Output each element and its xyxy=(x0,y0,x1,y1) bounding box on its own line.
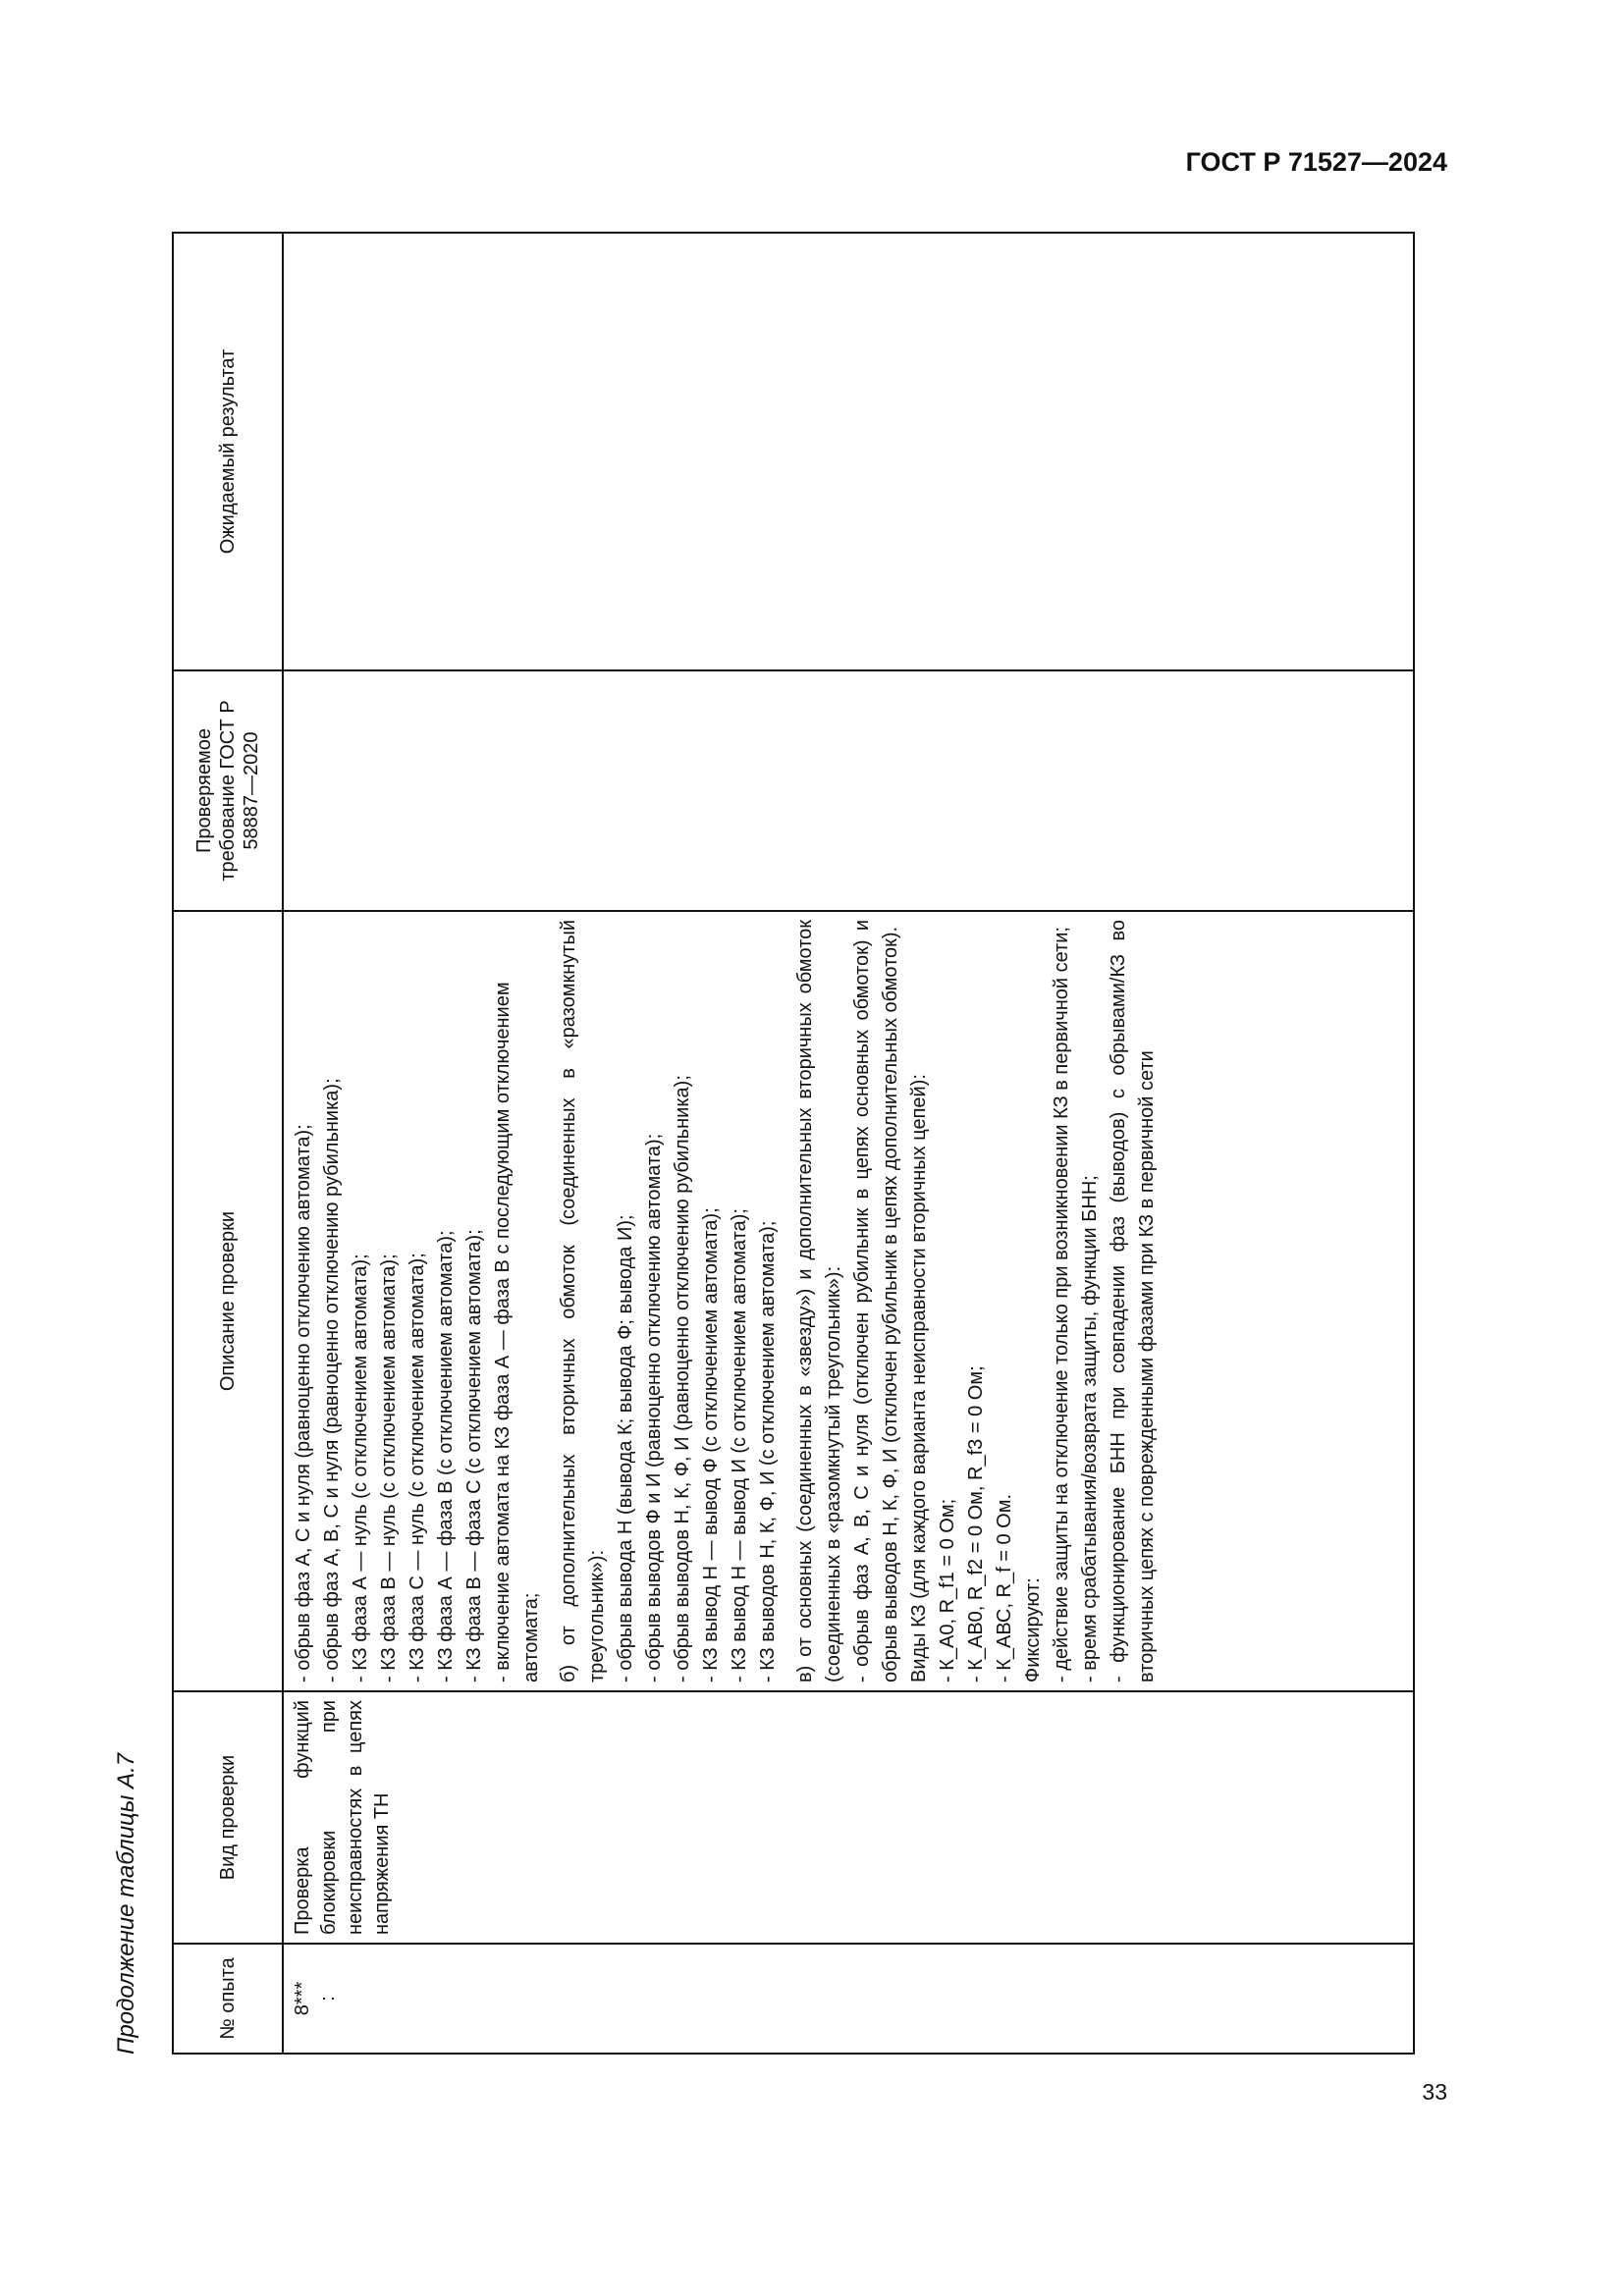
test-number: 8*** xyxy=(292,1981,313,2016)
cell-description xyxy=(283,911,1414,1691)
desc-line: - действие защиты на отключение только при возникновении КЗ в первичной сети; xyxy=(1051,927,1072,1682)
desc-line: - обрыв выводов Н, К, Ф, И (равноценно отключению рубильника); xyxy=(672,1075,693,1682)
cell-test-kind: Проверка функций блокировки при неисправностях в цепях напряжения ТН xyxy=(283,1691,1414,1944)
desc-line: - функционирование БНН при совпадении фаз (выводов) с обрывами/КЗ во вторичных цепях с поврежденными фазами при КЗ в первичной сети xyxy=(1108,920,1158,1682)
cell-test-number xyxy=(283,1944,1414,2054)
test-number-mark: : xyxy=(317,1996,339,2002)
desc-line: - КЗ фаза А — фаза В (с отключением автомата); xyxy=(435,1230,457,1682)
page-number: 33 xyxy=(1422,2079,1447,2105)
standard-code: ГОСТ Р 71527—2024 xyxy=(1185,147,1447,177)
cell-expected-result xyxy=(283,233,1414,670)
desc-line: в) от основных (соединенных в «звезду») и дополнительных вторичных обмоток (соединенных в «разомкнутый треугольник»): xyxy=(794,920,844,1682)
desc-line: - КЗ фаза В — нуль (с отключением автомата); xyxy=(378,1254,400,1682)
desc-line: б) от дополнительных вторичных обмоток (соединенных в «разомкнутый треугольник»): xyxy=(558,920,608,1682)
desc-line: - КЗ вывод Н — вывод И (с отключением автомата); xyxy=(729,1208,750,1682)
desc-line: - КЗ фаза А — нуль (с отключением автомата); xyxy=(350,1254,371,1682)
short-circuit-param: - К_АВ0, R_f2 = 0 Ом, R_f3 = 0 Ом; xyxy=(965,1365,987,1682)
desc-line: - КЗ фаза С — нуль (с отключением автомата); xyxy=(406,1253,428,1682)
desc-line: Фиксируют: xyxy=(1022,1577,1044,1682)
col-header-result: Ожидаемый результат xyxy=(173,233,283,670)
desc-line: - обрыв фаз А, В, С и нуля (равноценно отключению рубильника); xyxy=(321,1078,343,1682)
desc-line: - КЗ вывод Н — вывод Ф (с отключением автомата); xyxy=(700,1207,722,1682)
spacer xyxy=(546,920,555,1682)
col-header-requirement: Проверяемое требование ГОСТ Р 58887—2020 xyxy=(173,670,283,911)
desc-line: - время срабатывания/возврата защиты, функции БНН; xyxy=(1079,1175,1101,1682)
desc-line: - включение автомата на КЗ фаза А — фаза В с последующим отключением автомата; xyxy=(492,982,542,1682)
table-row xyxy=(283,233,1414,2054)
test-table xyxy=(172,232,1415,2055)
table-header-row xyxy=(173,233,283,2054)
table-caption: Продолжение таблицы А.7 xyxy=(113,1752,139,2055)
desc-line: - обрыв вывода Н (вывода К; вывода Ф; вывода И); xyxy=(615,1214,636,1682)
cell-requirement xyxy=(283,670,1414,911)
desc-line: - КЗ фаза В — фаза С (с отключением автомата); xyxy=(463,1229,485,1682)
short-circuit-param: - К_А0, R_f1 = 0 Ом; xyxy=(937,1498,958,1682)
desc-line: - обрыв фаз А, В, С и нуля (отключен рубильник в цепях основных обмоток) и обрыв выводов Н, К, Ф, И (отключен рубильник в цепях дополнительных обмоток). xyxy=(851,920,901,1682)
col-header-number: № опыта xyxy=(173,1944,283,2054)
desc-line: - КЗ выводов Н, К, Ф, И (с отключением автомата); xyxy=(757,1220,779,1682)
col-header-kind: Вид проверки xyxy=(173,1691,283,1944)
short-circuit-param: - К_АВС, R_f = 0 Ом. xyxy=(994,1493,1015,1682)
spacer xyxy=(783,920,791,1682)
col-header-description: Описание проверки xyxy=(173,911,283,1691)
rotated-table-container xyxy=(172,234,1415,2055)
desc-line: - обрыв выводов Ф и И (равноценно отключению автомата); xyxy=(643,1133,665,1682)
desc-line: Виды КЗ (для каждого варианта неисправности вторичных цепей): xyxy=(908,1074,930,1682)
desc-line: - обрыв фаз А, С и нуля (равноценно отключению автомата); xyxy=(293,1124,314,1682)
